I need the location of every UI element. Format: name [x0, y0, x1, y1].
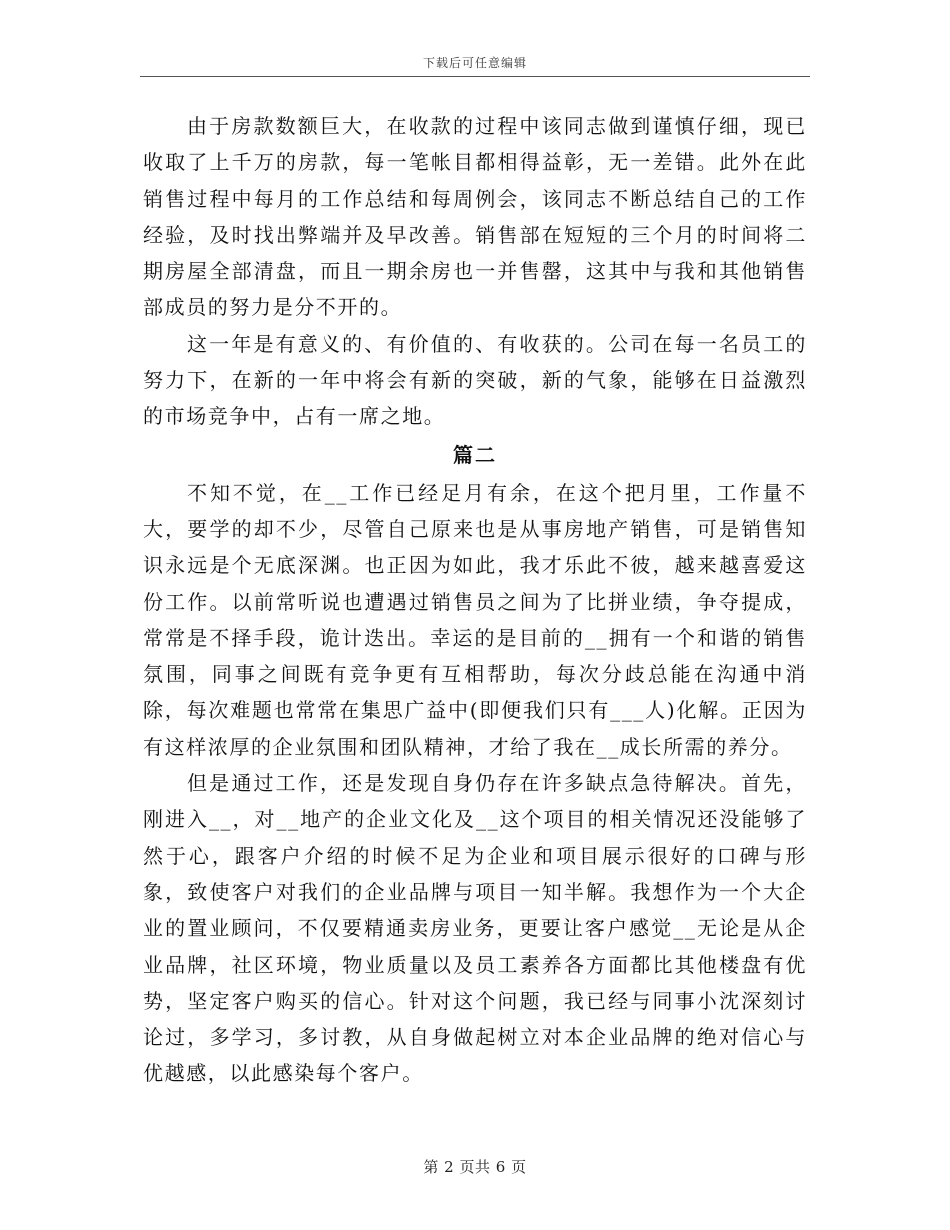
document-body [143, 108, 807, 1092]
body-paragraph: 但是通过工作，还是发现自身仍存在许多缺点急待解决。首先，刚进入__，对__地产的企业文化及__这个项目的相关情况还没能够了然于心，跟客户介绍的时候不足为企业和项目展示很好的口碑与形象，致使客户对我们的企业品牌与项目一知半解。我想作为一个大企业的置业顾问，不仅要精通卖房业务，更要让客户感觉__无论是从企业品牌，社区环境，物业质量以及员工素养各方面都比其他楼盘有优势，坚定客户购买的信心。针对这个问题，我已经与同事小沈深刻讨论过，多学习，多讨教，从自身做起树立对本企业品牌的绝对信心与优越感，以此感染每个客户。 [143, 771, 807, 1086]
running-header: 下载后可任意编辑 [422, 56, 527, 70]
body-paragraph: 这一年是有意义的、有价值的、有收获的。公司在每一名员工的努力下，在新的一年中将会有新的突破，新的气象，能够在日益激烈的市场竞争中，占有一席之地。 [143, 331, 807, 429]
section-title: 篇二 [453, 442, 497, 467]
header-rule [140, 76, 810, 77]
body-paragraph: 不知不觉，在__工作已经足月有余，在这个把月里，工作量不大，要学的却不少，尽管自己原来也是从事房地产销售，可是销售知识永远是个无底深渊。也正因为如此，我才乐此不彼，越来越喜爱这份工作。以前常听说也遭遇过销售员之间为了比拼业绩，争夺提成，常常是不择手段，诡计迭出。幸运的是目前的__拥有一个和谐的销售氛围，同事之间既有竞争更有互相帮助，每次分歧总能在沟通中消除，每次难题也常常在集思广益中(即便我们只有___人)化解。正因为有这样浓厚的企业氛围和团队精神，才给了我在__成长所需的养分。 [143, 480, 807, 759]
page-number: 第 2 页共 6 页 [423, 1158, 527, 1176]
body-paragraph: 由于房款数额巨大，在收款的过程中该同志做到谨慎仔细，现已收取了上千万的房款，每一笔帐目都相得益彰，无一差错。此外在此销售过程中每月的工作总结和每周例会，该同志不断总结自己的工作经验，及时找出弊端并及早改善。销售部在短短的三个月的时间将二期房屋全部清盘，而且一期余房也一并售罄，这其中与我和其他销售部成员的努力是分不开的。 [143, 114, 807, 320]
